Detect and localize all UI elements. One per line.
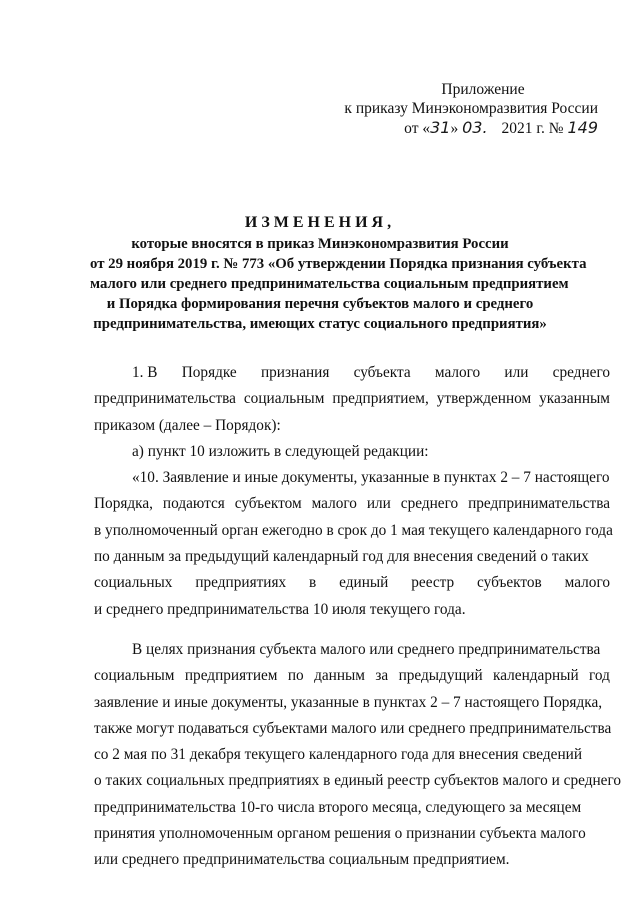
word: в [309,574,317,592]
word: социальным [94,667,175,685]
date-mid: » [450,120,463,137]
word: или [366,495,391,513]
word: субъекта [353,364,411,381]
word: субъектом [234,495,302,513]
handwritten-month: 03. [462,118,488,137]
paragraph-3-line-5 [94,570,610,596]
word: по [287,667,304,685]
date-year: 2021 г. № [501,120,564,137]
word: признания [260,364,330,381]
paragraph-4-line-1: В целях признания субъекта малого или среднего предпринимательства [132,640,601,658]
word: социальным [243,390,325,408]
paragraph-4-line-4: также могут подаваться субъектами малого или среднего предпринимательства [94,719,612,737]
word: подаются [162,495,225,513]
word: социальных [94,574,173,592]
paragraph-4-line-3: заявление и иные документы, указанные в пунктах 2 – 7 настоящего Порядка, [94,693,603,711]
paragraph-1-line-2 [94,386,610,412]
paragraph-4-line-7: предпринимательства 10-го числа второго месяца, следующего за месяцем [94,798,582,816]
title-line: которые вносятся в приказ Минэкономразвития России [131,236,509,252]
paragraph-1-line-1 [94,360,610,386]
word: 1. В [132,364,158,381]
word: предприятиях [195,574,287,592]
handwritten-day: 31 [430,118,451,137]
word: или [504,364,529,381]
word: среднего [400,495,459,513]
paragraph-3-line-3: в уполномоченный орган ежегодно в срок до 1 мая текущего календарного года [94,521,613,539]
word: за [375,667,389,685]
word: предпринимательства [468,495,610,513]
word: календарный [493,667,579,685]
word: малого [564,574,610,592]
word: данным [314,667,365,685]
title-line: малого или среднего предпринимательства социальным предприятием [90,276,569,292]
paragraph-2: а) пункт 10 изложить в следующей редакции: [132,442,429,460]
word: реестр [411,574,455,592]
title-line: от 29 ноября 2019 г. № 773 «Об утверждении Порядка признания субъекта [90,256,587,272]
word: Порядке [181,364,237,381]
handwritten-order-number: 149 [567,118,598,137]
word: указанным [539,390,610,408]
word: предприятием [184,667,278,685]
word: утвержденном [436,390,532,408]
word: Порядка, [94,495,153,513]
word: среднего [552,364,610,381]
date-prefix: от « [404,120,431,137]
title-line: предпринимательства, имеющих статус социального предприятия» [93,316,547,332]
word: предыдущий [398,667,483,685]
paragraph-4-line-5: со 2 мая по 31 декабря текущего календарного года для внесения сведений [94,746,583,764]
word: предпринимательства [94,390,236,408]
word: субъектов [477,574,542,592]
word: малого [311,495,357,513]
appendix-order-reference: к приказу Минэкономразвития России [344,100,598,117]
word: малого [434,364,481,381]
title-line: и Порядка формирования перечня субъектов малого и среднего [106,296,534,312]
paragraph-4-line-9: или среднего предпринимательства социальным предприятием. [94,851,510,869]
title-heading: ИЗМЕНЕНИЯ, [244,214,396,231]
document-title [90,212,587,334]
paragraph-3-line-4: по данным за предыдущий календарный год для внесения сведений о таких [94,548,589,566]
appendix-title: Приложение [441,81,525,98]
word: год [589,667,610,685]
paragraph-4-line-6: о таких социальных предприятиях в единый реестр субъектов малого и среднего [94,772,621,790]
paragraph-3-line-6: и среднего предпринимательства 10 июля текущего года. [94,600,466,618]
appendix-date-line [328,118,598,138]
paragraph-3-line-2 [94,491,610,517]
paragraph-spacer [94,623,610,637]
word: предприятием, [332,390,429,408]
appendix-header [328,80,598,138]
paragraph-4-line-8: принятия уполномоченным органом решения о признании субъекта малого [94,825,586,843]
paragraph-1-line-3: приказом (далее – Порядок): [94,416,281,434]
document-body [94,360,621,874]
paragraph-3-line-1: «10. Заявление и иные документы, указанные в пунктах 2 – 7 настоящего [132,469,610,487]
paragraph-4-line-2 [94,663,610,689]
word: единый [339,574,389,592]
